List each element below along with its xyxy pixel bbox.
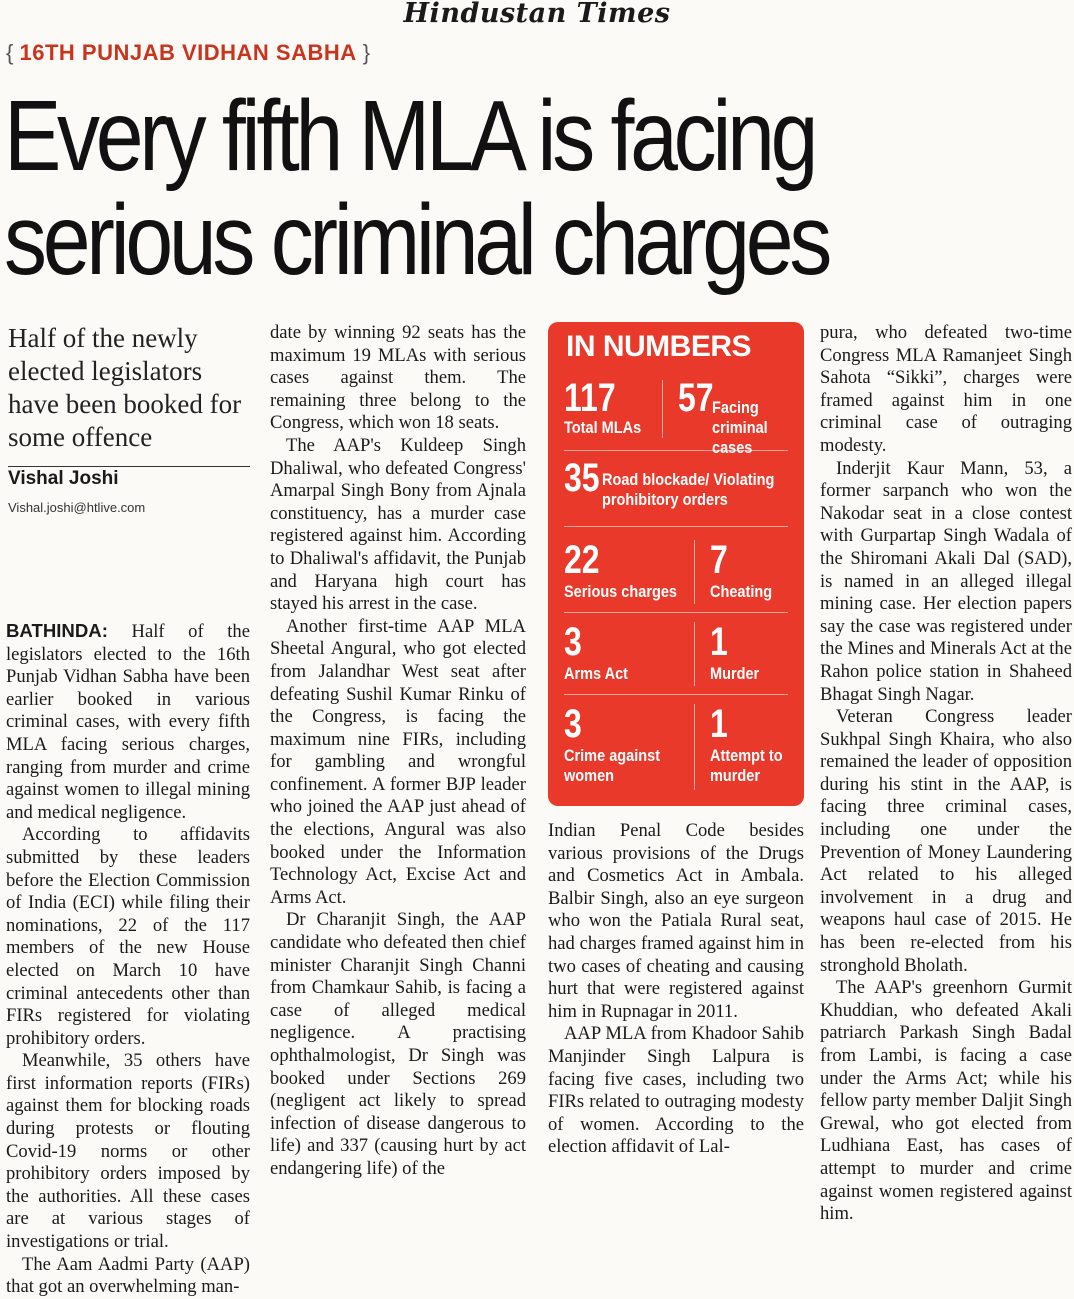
stat-value: 117 [564,376,616,420]
article-paragraph: Inderjit Kaur Mann, 53, a former sarpanch who won the Nakodar seat in a close contest with Gurpartap Singh Wadala of the Shiromani Akali Dal (SAD), is named in an alleged illegal mining case. Her election papers say the case was registered under the Mines and Minerals Act at the Rahon police station in Shaheed Bhagat Singh Nagar. [820,457,1072,705]
article-paragraph: BATHINDA: Half of the legislators elected to the 16th Punjab Vidhan Sabha have been earlier booked in various criminal cases, with every fifth MLA facing serious charges, ranging from murder and crime against women to illegal mining and medical negligence. [6,620,250,823]
stat-label: Road blockade/ Violating prohibitory orders [602,471,775,509]
article-column-3 [548,820,804,1159]
masthead-logo: Hindustan Times [403,0,671,29]
stat-value: 3 [564,620,582,664]
article-paragraph: Indian Penal Code besides various provisions of the Drugs and Cosmetics Act in Ambala. Balbir Singh, also an eye surgeon who won the Patiala Rural seat, had charges framed against him in two cases of cheating and causing hurt that were registered against him in Rupnagar in 2011. [548,820,804,1022]
in-numbers-box [548,322,804,806]
article-paragraph: Meanwhile, 35 others have first information reports (FIRs) against them for blocking roads during protests or flouting Covid-19 norms or other prohibitory orders imposed by the authorities. All these cases are at various stages of investigations or trial. [6,1050,250,1253]
stat-label: Cheating [710,583,773,601]
article-paragraph: Dr Charanjit Singh, the AAP candidate who defeated then chief minister Charanjit Singh Channi from Chamkaur Sahib, is facing a case of alleged medical negligence. A practising ophthalmologist, Dr Singh was booked under Sections 269 (negligent act likely to spread infection of disease dangerous to life) and 337 (causing hurt by act endangering life) of the [270,909,526,1179]
article-paragraph: pura, who defeated two-time Congress MLA Ramanjeet Singh Sahota “Sikki”, charges were framed against him in one criminal case of outraging modesty. [820,322,1072,456]
kicker-close-brace: } [362,40,371,65]
stat-value: 7 [710,538,728,582]
stat-divider [564,450,788,451]
article-paragraph: AAP MLA from Khadoor Sahib Manjinder Singh Lalpura is facing five cases, including two FIRs related to outraging modesty of women. According to the election affidavit of Lal- [548,1023,804,1158]
stat-divider [564,612,788,613]
stat-label: Arms Act [564,665,629,683]
section-kicker [6,40,370,66]
stat-label: Attempt to murder [710,747,783,785]
headline-line-2: serious criminal charges [4,184,829,296]
article-column-1 [6,620,250,1299]
stat-divider [694,540,695,604]
article-column-4 [820,322,1072,1226]
dateline: BATHINDA: [6,620,108,641]
article-paragraph: date by winning 92 seats has the maximum 19 MLAs with serious cases against them. The remaining three belong to the Congress, which won 18 seats. [270,322,526,434]
article-paragraph: Another first-time AAP MLA Sheetal Angural, who got elected from Jalandhar West seat after defeating Sushil Kumar Rinku of the Congress, is facing the maximum nine FIRs, including for gambling and wrongful confinement. A former BJP leader who joined the AAP just ahead of the elections, Angural was also booked under the Information Technology Act, Excise Act and Arms Act. [270,615,526,908]
stat-value: 35 [564,456,600,500]
article-paragraph: The AAP's Kuldeep Singh Dhaliwal, who defeated Congress' Amarpal Singh Bony from Ajnala constituency, has a murder case registered against him. According to Dhaliwal's affidavit, the Punjab and Haryana high court has stayed his arrest in the case. [270,434,526,615]
stat-label: Facing criminal cases [712,399,768,457]
article-paragraph: The AAP's greenhorn Gurmit Khuddian, who defeated Akali patriarch Parkash Singh Badal from Lambi, is facing a case under the Arms Act; while his fellow party member Daljit Singh Grewal, who got elected from Ludhiana East, has cases of attempt to murder and crime against women registered against him. [820,977,1072,1225]
headline-line-1: Every fifth MLA is facing [4,80,815,192]
kicker-open-brace: { [6,40,14,65]
stat-value: 22 [564,538,600,582]
stat-label: Total MLAs [564,419,642,437]
article-paragraph: The Aam Aadmi Party (AAP) that got an overwhelming man- [6,1253,250,1298]
stat-divider [662,380,663,438]
stat-value: 1 [710,702,728,746]
stat-divider [694,622,695,686]
deck-subheadline: Half of the newly elected legislators have been booked for some offence [8,323,242,452]
byline-divider [8,466,250,467]
stat-divider [694,704,695,790]
stat-label: Crime against women [564,747,661,785]
in-numbers-title: IN NUMBERS [566,330,752,363]
article-paragraph: Veteran Congress leader Sukhpal Singh Khaira, who also remained the leader of opposition during his stint in the AAP, is facing three criminal cases, including one under the Prevention of Money Laundering Act related to his alleged involvement in a drug and weapons haul case of 2015. He has been re-elected from his stronghold Bholath. [820,706,1072,976]
stat-value: 3 [564,702,582,746]
article-paragraph: According to affidavits submitted by these leaders before the Election Commission of India (ECI) while filing their nominations, 22 of the 117 members of the new House elected on March 10 have criminal antecedents other than FIRs registered for violating prohibitory orders. [6,824,250,1049]
article-column-2 [270,322,526,1181]
stat-value: 1 [710,620,728,664]
stat-value: 57 [678,376,714,420]
stat-divider [564,526,788,527]
stat-label: Murder [710,665,760,683]
stat-divider [564,694,788,695]
stat-label: Serious charges [564,583,677,601]
byline-author: Vishal Joshi [8,468,119,489]
byline-email: Vishal.joshi@htlive.com [8,500,146,515]
kicker-text: 16TH PUNJAB VIDHAN SABHA [19,40,357,65]
headline [4,80,922,296]
